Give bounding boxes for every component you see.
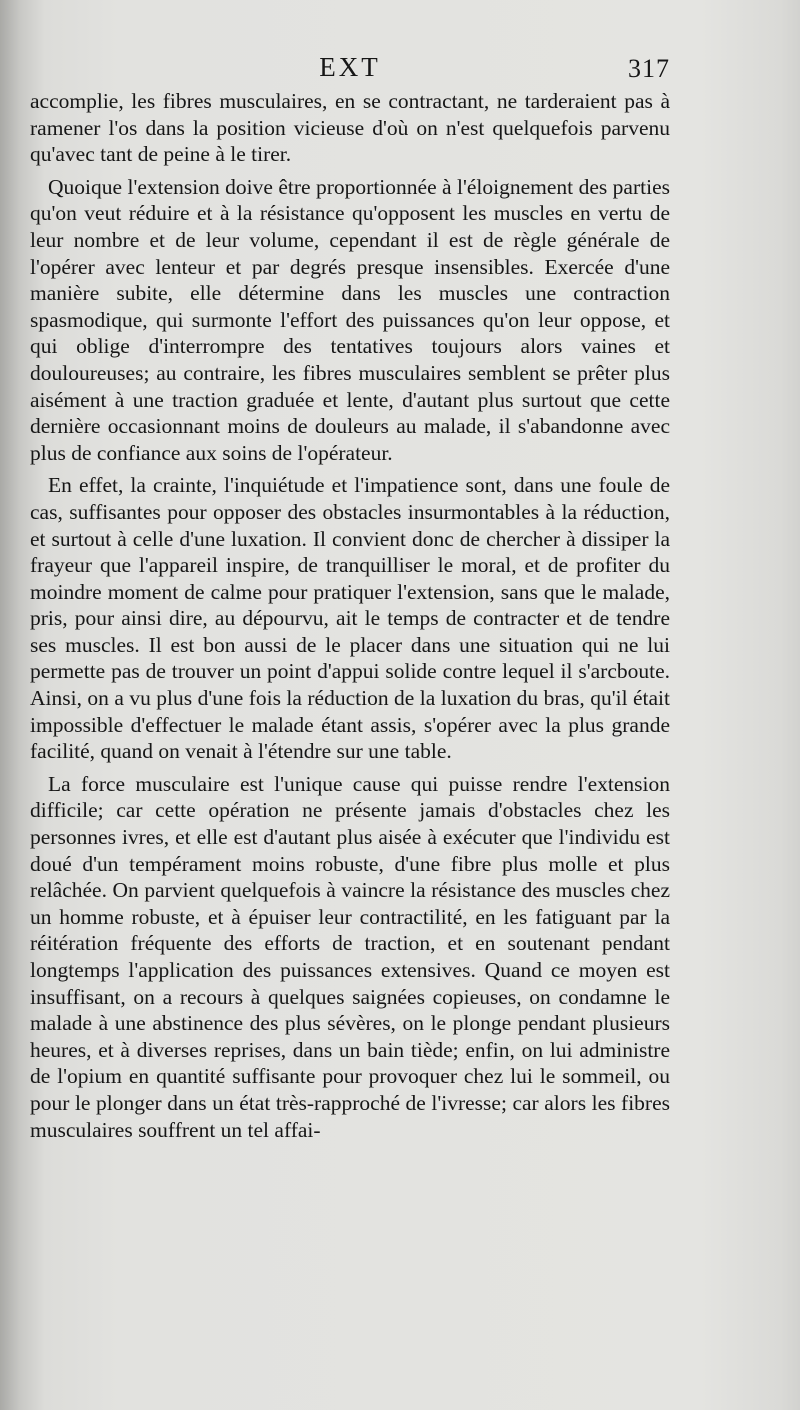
page-number: 317 — [628, 54, 670, 83]
paragraph: Quoique l'extension doive être proportionnée à l'éloignement des parties qu'on veut réduire et à la résistance qu'opposent les muscles en vertu de leur nombre et de leur volume, cependant il est de règle générale de l'opérer avec lenteur et par degrés presque insensibles. Exercée d'une manière subite, elle détermine dans les muscles une contraction spasmodique, qui surmonte l'effort des puissances qu'on leur oppose, et qui oblige d'interrompre des tentatives toujours alors vaines et douloureuses; au contraire, les fibres musculaires semblent se prêter plus aisément à une traction graduée et lente, d'autant plus surtout que cette dernière occasionnant moins de douleurs au malade, il s'abandonne avec plus de confiance aux soins de l'opérateur. — [30, 174, 670, 465]
running-head: EXT — [319, 52, 381, 82]
page-header — [30, 52, 670, 92]
paragraph: La force musculaire est l'unique cause qui puisse rendre l'extension difficile; car cette opération ne présente jamais d'obstacles chez les personnes ivres, et elle est d'autant plus aisée à exécuter que l'individu est doué d'un tempérament moins robuste, d'une fibre plus molle et plus relâchée. On parvient quelquefois à vaincre la résistance des muscles chez un homme robuste, et à épuiser leur contractilité, en les fatiguant par la réitération fréquente des efforts de traction, et en soutenant pendant longtemps l'application des puissances extensives. Quand ce moyen est insuffisant, on a recours à quelques saignées copieuses, on condamne le malade à une abstinence des plus sévères, on le plonge pendant plusieurs heures, et à diverses reprises, dans un bain tiède; enfin, on lui administre de l'opium en quantité suffisante pour provoquer chez lui le sommeil, ou pour le plonger dans un état très-rapproché de l'ivresse; car alors les fibres musculaires souffrent un tel affai- — [30, 771, 670, 1142]
paragraph: En effet, la crainte, l'inquiétude et l'impatience sont, dans une foule de cas, suffisantes pour opposer des obstacles insurmontables à la réduction, et surtout à celle d'une luxation. Il convient donc de chercher à dissiper la frayeur que l'appareil inspire, de tranquilliser le moral, et de profiter du moindre moment de calme pour pratiquer l'extension, sans que le malade, pris, pour ainsi dire, au dépourvu, ait le temps de contracter et de tendre ses muscles. Il est bon aussi de le placer dans une situation qui ne lui permette pas de trouver un point d'appui solide contre lequel il s'arcboute. Ainsi, on a vu plus d'une fois la réduction de la luxation du bras, qu'il était impossible d'effectuer le malade étant assis, s'opérer avec la plus grande facilité, quand on venait à l'étendre sur une table. — [30, 473, 670, 764]
paragraph-continued: accomplie, les fibres musculaires, en se contractant, ne tarderaient pas à ramener l'os dans la position vicieuse d'où on n'est quelquefois parvenu qu'avec tant de peine à le tirer. — [30, 89, 670, 167]
body-text — [30, 88, 670, 1149]
